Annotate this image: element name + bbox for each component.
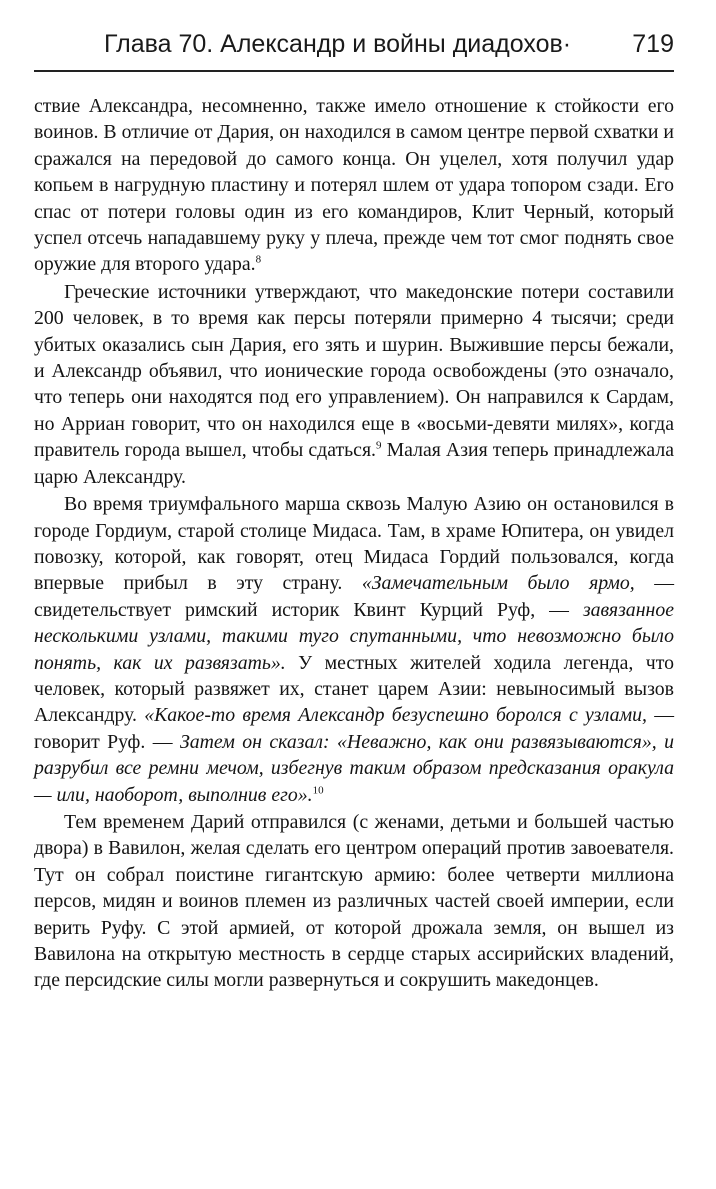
chapter-title: Глава 70. Александр и войны диадохов· — [104, 30, 572, 58]
footnote-ref-8: 8 — [255, 253, 262, 266]
paragraph-text: — свидетельствует римский историк Квинт Курций Руф, — — [34, 572, 675, 621]
paragraph-1 — [34, 93, 674, 278]
footnote-ref-10: 10 — [312, 783, 324, 796]
paragraph-4 — [34, 809, 674, 994]
quote-italic: «Замечательным было ярмо, — [361, 572, 635, 595]
paragraph-text: Тем временем Дарий отправился (с женами, детьми и большей частью двора) в Вавилон, желая сделать его центром операций против завоевателя. Тут он собрал поистине гигантскую армию: более четверти миллиона персов, мидян и воинов племен из различных частей своей империи, если верить Руфу. С этой армией, от которой дрожала земля, он вышел из Вавилона на открытую местность в сердце старых ассирийских владений, где персидские силы могли развернуться и сокрушить македонцев. — [34, 810, 674, 992]
paragraph-text: Малая Азия теперь принадлежала царю Александру. — [34, 439, 674, 488]
paragraph-text: Греческие источники утверждают, что македонские потери составили 200 человек, в то время как персы потеряли примерно 4 тысячи; среди убитых оказались сын Дария, его зять и шурин. Выжившие персы бежали, и Александр объявил, что ионические города освобождены (это означало, что теперь они находятся под его управлением). Он направился к Сардам, но Арриан говорит, что он находился еще в «восьми-девяти милях», когда правитель города вышел, чтобы сдаться. — [34, 280, 674, 462]
footnote-ref-9: 9 — [376, 439, 382, 452]
quote-italic: Затем он сказал: «Неважно, как они развязываются», и разрубил все ремни мечом, избегнув таким образом предсказания оракула — или, наоборот, выполнив его». — [34, 730, 674, 806]
paragraph-3 — [34, 491, 674, 808]
paragraph-text: Во время триумфального марша сквозь Малую Азию он остановился в городе Гордиум, старой столице Мидаса. Там, в храме Юпитера, он увидел повозку, которой, как говорят, отец Мидаса Гордий пользовался, когда впервые прибыл в эту страну. — [34, 493, 674, 595]
paragraph-text: — говорит Руф. — — [34, 704, 674, 753]
body-text — [34, 93, 674, 994]
paragraph-text: У местных жителей ходила легенда, что человек, который развяжет их, станет царем Азии: невыносимый вызов Александру. — [34, 651, 674, 727]
paragraph-2 — [34, 279, 674, 490]
running-head — [34, 30, 674, 59]
quote-italic: завязанное несколькими узлами, такими туго спутанными, что невозможно было понять, как их развязать». — [34, 598, 674, 674]
page-number: 719 — [632, 30, 674, 58]
header-rule — [34, 70, 674, 72]
quote-italic: «Какое-то время Александр безуспешно боролся с узлами, — [144, 704, 647, 727]
paragraph-text: ствие Александра, несомненно, также имело отношение к стойкости его воинов. В отличие от Дария, он находился в самом центре первой схватки и сражался на передовой до самого конца. Он уцелел, хотя получил удар копьем в нагрудную пластину и потерял шлем от удара топором сзади. Его спас от потери головы один из его командиров, Клит Черный, который успел отсечь нападавшему руку у плеча, прежде чем тот смог поднять свое оружие для второго удара. — [34, 95, 674, 276]
